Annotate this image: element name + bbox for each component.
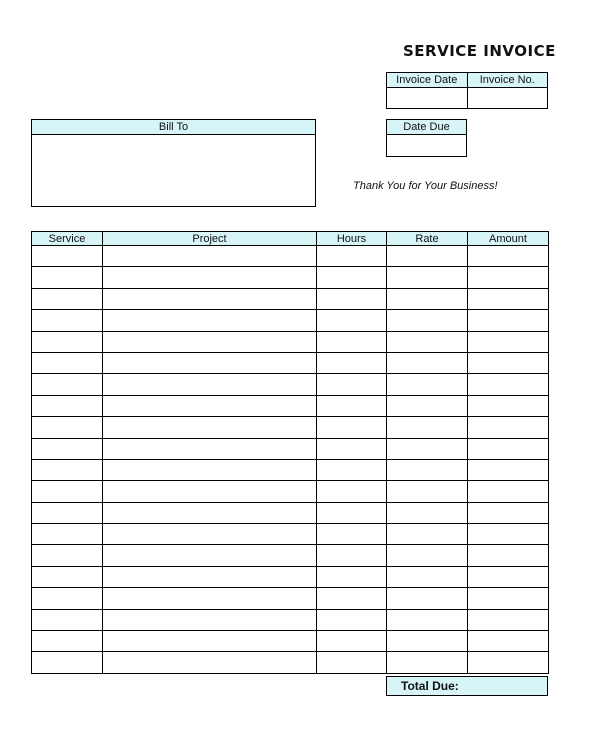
cell-rate[interactable]: [387, 459, 468, 480]
date-due-table: [386, 119, 467, 157]
table-row: [32, 524, 549, 545]
table-row: [32, 417, 549, 438]
cell-rate[interactable]: [387, 395, 468, 416]
cell-rate[interactable]: [387, 631, 468, 652]
cell-project[interactable]: [103, 352, 317, 373]
cell-service[interactable]: [32, 652, 103, 673]
table-row: [32, 310, 549, 331]
column-header-service: Service: [32, 232, 103, 246]
cell-rate[interactable]: [387, 524, 468, 545]
table-row: [32, 395, 549, 416]
cell-hours[interactable]: [317, 310, 387, 331]
cell-hours[interactable]: [317, 631, 387, 652]
cell-rate[interactable]: [387, 246, 468, 267]
cell-hours[interactable]: [317, 481, 387, 502]
cell-service[interactable]: [32, 631, 103, 652]
column-header-project: Project: [103, 232, 317, 246]
cell-amount[interactable]: [468, 246, 549, 267]
cell-amount[interactable]: [468, 588, 549, 609]
cell-rate[interactable]: [387, 331, 468, 352]
cell-hours[interactable]: [317, 652, 387, 673]
cell-project[interactable]: [103, 417, 317, 438]
cell-service[interactable]: [32, 267, 103, 288]
cell-rate[interactable]: [387, 352, 468, 373]
invoice-info-table: [386, 72, 548, 109]
thank-you-note: Thank You for Your Business!: [353, 180, 498, 192]
cell-amount[interactable]: [468, 374, 549, 395]
cell-hours[interactable]: [317, 459, 387, 480]
bill-to-field[interactable]: [32, 135, 315, 207]
table-row: [32, 374, 549, 395]
line-items-table: [31, 231, 549, 674]
cell-project[interactable]: [103, 481, 317, 502]
cell-project[interactable]: [103, 395, 317, 416]
cell-service[interactable]: [32, 331, 103, 352]
cell-project[interactable]: [103, 588, 317, 609]
cell-service[interactable]: [32, 246, 103, 267]
table-row: [32, 481, 549, 502]
cell-hours[interactable]: [317, 267, 387, 288]
cell-project[interactable]: [103, 545, 317, 566]
cell-amount[interactable]: [468, 631, 549, 652]
cell-amount[interactable]: [468, 502, 549, 523]
bill-to-box: [31, 119, 316, 207]
table-row: [32, 566, 549, 587]
cell-rate[interactable]: [387, 417, 468, 438]
cell-hours[interactable]: [317, 524, 387, 545]
cell-amount[interactable]: [468, 481, 549, 502]
cell-service[interactable]: [32, 352, 103, 373]
cell-project[interactable]: [103, 609, 317, 630]
cell-amount[interactable]: [468, 310, 549, 331]
cell-amount[interactable]: [468, 288, 549, 309]
date-due-field[interactable]: [387, 135, 467, 157]
table-row: [32, 288, 549, 309]
cell-hours[interactable]: [317, 395, 387, 416]
cell-hours[interactable]: [317, 545, 387, 566]
table-row: [32, 331, 549, 352]
cell-rate[interactable]: [387, 609, 468, 630]
cell-service[interactable]: [32, 524, 103, 545]
cell-project[interactable]: [103, 374, 317, 395]
invoice-title: SERVICE INVOICE: [403, 42, 556, 60]
cell-service[interactable]: [32, 459, 103, 480]
cell-rate[interactable]: [387, 502, 468, 523]
cell-rate[interactable]: [387, 374, 468, 395]
cell-service[interactable]: [32, 310, 103, 331]
cell-amount[interactable]: [468, 545, 549, 566]
cell-amount[interactable]: [468, 395, 549, 416]
cell-project[interactable]: [103, 524, 317, 545]
cell-hours[interactable]: [317, 566, 387, 587]
column-header-hours: Hours: [317, 232, 387, 246]
table-row: [32, 502, 549, 523]
invoice-no-field[interactable]: [467, 88, 548, 109]
cell-rate[interactable]: [387, 310, 468, 331]
table-row: [32, 609, 549, 630]
date-due-label: Date Due: [387, 120, 467, 135]
cell-project[interactable]: [103, 267, 317, 288]
cell-hours[interactable]: [317, 502, 387, 523]
cell-service[interactable]: [32, 438, 103, 459]
cell-project[interactable]: [103, 438, 317, 459]
invoice-date-field[interactable]: [387, 88, 468, 109]
cell-rate[interactable]: [387, 438, 468, 459]
cell-rate[interactable]: [387, 545, 468, 566]
cell-service[interactable]: [32, 395, 103, 416]
line-items-header: [32, 232, 549, 246]
cell-hours[interactable]: [317, 438, 387, 459]
cell-hours[interactable]: [317, 352, 387, 373]
table-row: [32, 631, 549, 652]
cell-amount[interactable]: [468, 438, 549, 459]
cell-service[interactable]: [32, 374, 103, 395]
column-header-rate: Rate: [387, 232, 468, 246]
cell-project[interactable]: [103, 459, 317, 480]
cell-hours[interactable]: [317, 246, 387, 267]
total-due: Total Due:: [386, 676, 548, 696]
cell-service[interactable]: [32, 288, 103, 309]
cell-rate[interactable]: [387, 652, 468, 673]
cell-project[interactable]: [103, 652, 317, 673]
cell-project[interactable]: [103, 502, 317, 523]
cell-rate[interactable]: [387, 566, 468, 587]
table-row: [32, 588, 549, 609]
cell-service[interactable]: [32, 588, 103, 609]
cell-amount[interactable]: [468, 331, 549, 352]
invoice-no-label: Invoice No.: [467, 73, 548, 88]
cell-project[interactable]: [103, 310, 317, 331]
cell-hours[interactable]: [317, 588, 387, 609]
cell-service[interactable]: [32, 481, 103, 502]
table-row: [32, 545, 549, 566]
cell-rate[interactable]: [387, 481, 468, 502]
cell-service[interactable]: [32, 417, 103, 438]
table-row: [32, 652, 549, 673]
invoice-date-label: Invoice Date: [387, 73, 468, 88]
bill-to-label: Bill To: [32, 120, 315, 135]
cell-service[interactable]: [32, 566, 103, 587]
cell-amount[interactable]: [468, 352, 549, 373]
cell-project[interactable]: [103, 246, 317, 267]
cell-service[interactable]: [32, 502, 103, 523]
cell-hours[interactable]: [317, 374, 387, 395]
cell-amount[interactable]: [468, 566, 549, 587]
cell-rate[interactable]: [387, 267, 468, 288]
cell-hours[interactable]: [317, 417, 387, 438]
cell-hours[interactable]: [317, 331, 387, 352]
cell-amount[interactable]: [468, 459, 549, 480]
cell-rate[interactable]: [387, 588, 468, 609]
cell-rate[interactable]: [387, 288, 468, 309]
column-header-amount: Amount: [468, 232, 549, 246]
cell-amount[interactable]: [468, 267, 549, 288]
cell-amount[interactable]: [468, 524, 549, 545]
cell-project[interactable]: [103, 631, 317, 652]
cell-amount[interactable]: [468, 652, 549, 673]
cell-project[interactable]: [103, 566, 317, 587]
line-items-body: [32, 246, 549, 674]
table-row: [32, 438, 549, 459]
cell-service[interactable]: [32, 609, 103, 630]
cell-amount[interactable]: [468, 609, 549, 630]
table-row: [32, 459, 549, 480]
cell-hours[interactable]: [317, 609, 387, 630]
cell-project[interactable]: [103, 288, 317, 309]
table-row: [32, 352, 549, 373]
cell-service[interactable]: [32, 545, 103, 566]
cell-project[interactable]: [103, 331, 317, 352]
table-row: [32, 246, 549, 267]
cell-amount[interactable]: [468, 417, 549, 438]
table-row: [32, 267, 549, 288]
cell-hours[interactable]: [317, 288, 387, 309]
